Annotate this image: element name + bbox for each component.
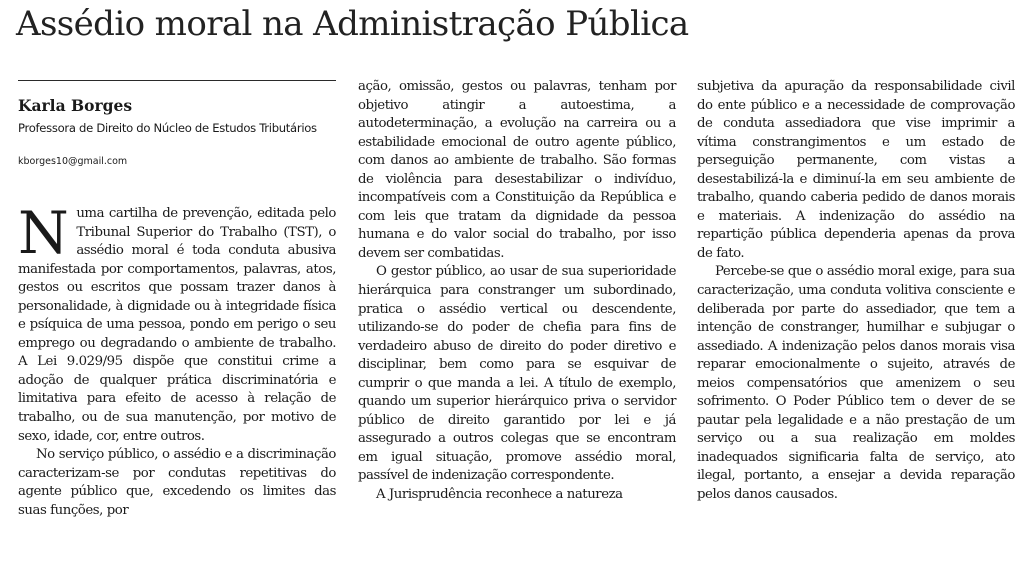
author-bio: Professora de Direito do Núcleo de Estudos Tributários [18,121,317,135]
paragraph: ação, omissão, gestos ou palavras, tenham por objetivo atingir a autoestima, a autodeterminação, a evolução na carreira ou a estabilidade emocional de outro agente público, com danos ao ambiente de trabalho. São formas de violência para desestabilizar o indivíduo, incompatíveis com a Constituição da República e com leis que tratam da dignidade da pessoa humana e do valor social do trabalho, por isso devem ser combatidas. [358,79,676,261]
author-email: kborges10@gmail.com [18,156,128,167]
paragraph-text: uma cartilha de prevenção, editada pelo Tribunal Superior do Trabalho (TST), o assédio moral é toda conduta abusiva manifestada por comportamentos, palavras, atos, gestos ou escritos que possam trazer danos à personalidade, à dignidade ou à integridade física e psíquica de uma pessoa, pondo em perigo o seu emprego ou degradando o ambiente de trabalho. A Lei 9.029/95 dispõe que constitui crime a adoção de qualquer prática discriminatória e limitativa para efeito de acesso à relação de trabalho, ou de sua manutenção, por motivo de sexo, idade, cor, entre outros. [18,206,336,444]
paragraph: subjetiva da apuração da responsabilidade civil do ente público e a necessidade de comprovação de conduta assediadora que vise imprimir a vítima constrangimentos e um estado de perseguição permanente, com vistas a desestabilizá-la e diminuí-la em seu ambiente de trabalho, quando caberia pedido de danos morais e materiais. A indenização do assédio na repartição pública dependeria apenas da prova de fato. [697,79,1015,261]
paragraph: O gestor público, ao usar de sua superioridade hierárquica para constranger um subordinado, pratica o assédio vertical ou descendente, utilizando-se do poder de chefia para fins de verdadeiro abuso de direito do poder diretivo e disciplinar, bem como para se esquivar de cumprir o que manda a lei. A título de exemplo, quando um superior hierárquico priva o servidor público de direito garantido por lei e já assegurado a outros colegas que se encontram em igual situação, promove assédio moral, passível de indenização correspondente. [358,264,676,484]
paragraph: Percebe-se que o assédio moral exige, para sua caracterização, uma conduta volitiva consciente e deliberada por parte do assediador, que tem a intenção de constranger, humilhar e subjugar o assediado. A indenização pelos danos morais visa reparar emocionalmente o sujeito, através de meios compensatórios que amenizem o seu sofrimento. O Poder Público tem o dever de se pautar pela legalidade e a não prestação de um serviço ou a sua realização em moldes inadequados significaria falta de serviço, ato ilegal, portanto, a ensejar a devida reparação pelos danos causados. [697,264,1015,503]
article-column-3 [697,78,1015,505]
drop-cap: N [18,199,69,267]
paragraph: No serviço público, o assédio e a discriminação caracterizam-se por condutas repetitivas do agente público que, excedendo os limites das suas funções, por [18,447,336,518]
byline-divider [18,80,336,81]
author-name: Karla Borges [18,96,133,115]
paragraph [18,199,336,446]
article-headline: Assédio moral na Administração Pública [16,4,689,44]
article-column-2 [358,78,676,505]
paragraph: A Jurisprudência reconhece a natureza [376,487,623,503]
article-column-1 [18,199,336,520]
